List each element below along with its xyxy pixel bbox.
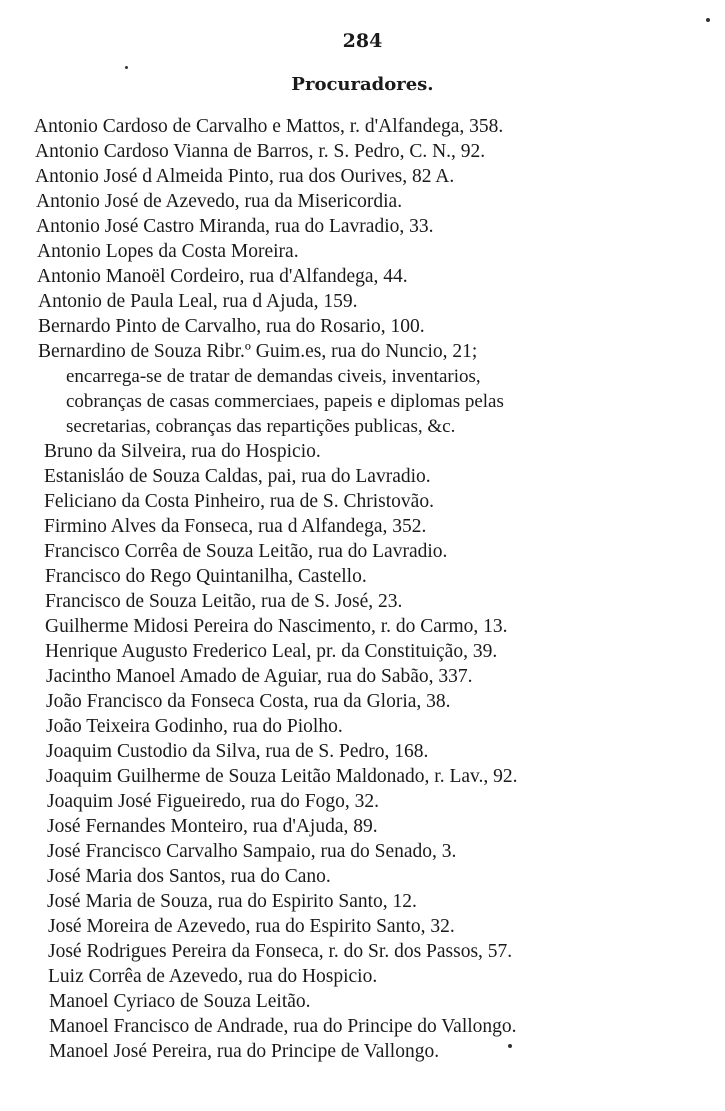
list-item: José Maria dos Santos, rua do Cano. [47, 866, 331, 887]
list-item: Manoel José Pereira, rua do Principe de Vallongo. [49, 1041, 440, 1062]
list-item: Jacintho Manoel Amado de Aguiar, rua do Sabão, 337. [46, 666, 473, 687]
print-speck [508, 1044, 512, 1048]
list-item: Feliciano da Costa Pinheiro, rua de S. Christovão. [44, 491, 434, 512]
list-item: Joaquim José Figueiredo, rua do Fogo, 32. [47, 791, 380, 812]
print-speck [706, 18, 710, 22]
list-item: Guilherme Midosi Pereira do Nascimento, r. do Carmo, 13. [45, 616, 508, 637]
list-item: José Maria de Souza, rua do Espirito Santo, 12. [47, 891, 417, 912]
list-item-continuation: secretarias, cobranças das repartições publicas, &c. [66, 416, 456, 437]
list-item: Francisco do Rego Quintanilha, Castello. [45, 566, 367, 587]
list-item: Firmino Alves da Fonseca, rua d Alfandega, 352. [44, 516, 427, 537]
list-item: Joaquim Custodio da Silva, rua de S. Pedro, 168. [46, 741, 429, 762]
print-speck [125, 66, 128, 69]
list-item: Estanisláo de Souza Caldas, pai, rua do Lavradio. [44, 466, 431, 487]
list-item: Antonio Cardoso de Carvalho e Mattos, r. d'Alfandega, 358. [34, 116, 504, 137]
list-item: Francisco Corrêa de Souza Leitão, rua do Lavradio. [44, 541, 448, 562]
page-number: 284 [342, 30, 383, 52]
list-item: Bernardino de Souza Ribr.º Guim.es, rua do Nuncio, 21; [38, 341, 478, 362]
procuradores-list [0, 114, 725, 1064]
list-item: Bernardo Pinto de Carvalho, rua do Rosario, 100. [38, 316, 425, 337]
list-item: Antonio de Paula Leal, rua d Ajuda, 159. [38, 291, 358, 312]
list-item: José Rodrigues Pereira da Fonseca, r. do Sr. dos Passos, 57. [48, 941, 513, 962]
list-item: Manoel Cyriaco de Souza Leitão. [49, 991, 311, 1012]
section-title: Procuradores. [291, 74, 434, 95]
list-item: José Moreira de Azevedo, rua do Espirito Santo, 32. [48, 916, 455, 937]
list-item: Antonio José de Azevedo, rua da Misericordia. [36, 191, 403, 212]
list-item: Antonio Cardoso Vianna de Barros, r. S. Pedro, C. N., 92. [35, 141, 486, 162]
list-item: Antonio Manoël Cordeiro, rua d'Alfandega, 44. [37, 266, 408, 287]
list-item: João Teixeira Godinho, rua do Piolho. [46, 716, 343, 737]
list-item: Antonio José Castro Miranda, rua do Lavradio, 33. [36, 216, 434, 237]
list-item-continuation: encarrega-se de tratar de demandas civeis, inventarios, [66, 366, 481, 387]
list-item: João Francisco da Fonseca Costa, rua da Gloria, 38. [46, 691, 451, 712]
list-item: Antonio Lopes da Costa Moreira. [37, 241, 299, 262]
list-item: Luiz Corrêa de Azevedo, rua do Hospicio. [48, 966, 378, 987]
list-item: José Francisco Carvalho Sampaio, rua do Senado, 3. [47, 841, 457, 862]
list-item: Joaquim Guilherme de Souza Leitão Maldonado, r. Lav., 92. [46, 766, 518, 787]
list-item: José Fernandes Monteiro, rua d'Ajuda, 89. [47, 816, 378, 837]
list-item: Henrique Augusto Frederico Leal, pr. da Constituição, 39. [45, 641, 498, 662]
list-item: Antonio José d Almeida Pinto, rua dos Ourives, 82 A. [35, 166, 455, 187]
list-item: Bruno da Silveira, rua do Hospicio. [44, 441, 321, 462]
list-item-continuation: cobranças de casas commerciaes, papeis e diplomas pelas [66, 391, 504, 412]
list-item: Manoel Francisco de Andrade, rua do Principe do Vallongo. [49, 1016, 517, 1037]
list-item: Francisco de Souza Leitão, rua de S. José, 23. [45, 591, 403, 612]
